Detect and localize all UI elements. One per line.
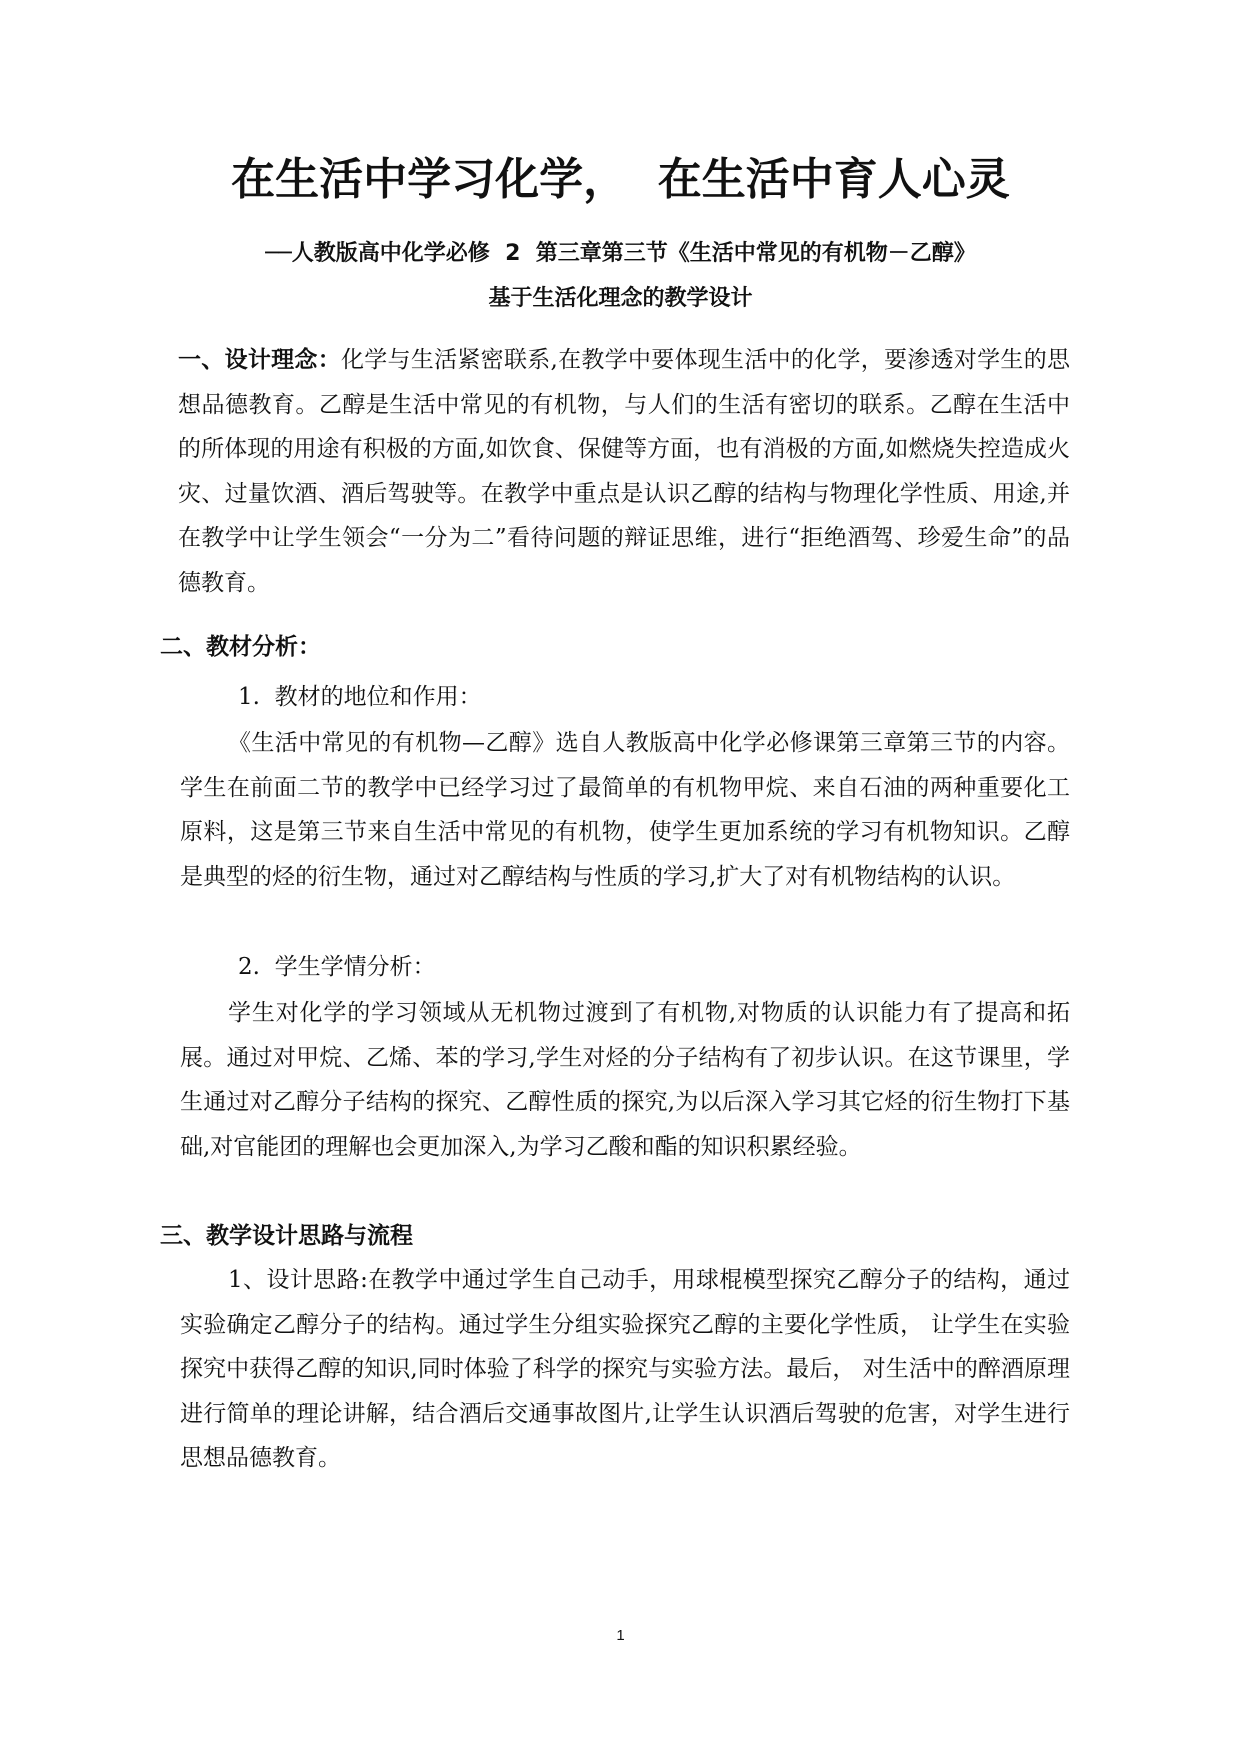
- page-number: 1: [616, 1627, 625, 1644]
- list-item-student-analysis: 2. 学生学情分析：: [238, 954, 436, 980]
- document-subtitle-design: 基于生活化理念的教学设计: [488, 286, 753, 311]
- section-design-concept: [178, 338, 1070, 605]
- paragraph-design-approach: 1、设计思路:在教学中通过学生自己动手，用球棍模型探究乙醇分子的结构，通过实验确定乙醇分子的结构。通过学生分组实验探究乙醇的主要化学性质， 让学生在实验探究中获得乙醇的知识,同时体验了科学的探究与实验方法。最后， 对生活中的醉酒原理进行简单的理论讲解，结合酒后交通事故图片,让学生认识酒后驾驶的危害，对学生进行思想品德教育。: [180, 1267, 1070, 1471]
- section-heading-design-flow: 三、教学设计思路与流程: [160, 1223, 413, 1249]
- paragraph-textbook-role: 《生活中常见的有机物—乙醇》选自人教版高中化学必修课第三章第三节的内容。学生在前面二节的教学中已经学习过了最简单的有机物甲烷、来自石油的两种重要化工原料，这是第三节来自生活中常见的有机物，使学生更加系统的学习有机物知识。乙醇是典型的烃的衍生物，通过对乙醇结构与性质的学习,扩大了对有机物结构的认识。: [180, 730, 1070, 890]
- document-subtitle: ──人教版高中化学必修 2 第三章第三节《生活中常见的有机物－乙醇》: [265, 241, 976, 266]
- section-body-design-concept: 化学与生活紧密联系,在教学中要体现生活中的化学，要渗透对学生的思想品德教育。乙醇是生活中常见的有机物，与人们的生活有密切的联系。乙醇在生活中的所体现的用途有积极的方面,如饮食、保健等方面，也有消极的方面,如燃烧失控造成火灾、过量饮酒、酒后驾驶等。在教学中重点是认识乙醇的结构与物理化学性质、用途,并在教学中让学生领会“一分为二”看待问题的辩证思维，进行“拒绝酒驾、珍爱生命”的品德教育。: [178, 347, 1070, 596]
- paragraph-student-analysis: 学生对化学的学习领域从无机物过渡到了有机物,对物质的认识能力有了提高和拓展。通过对甲烷、乙烯、苯的学习,学生对烃的分子结构有了初步认识。在这节课里，学生通过对乙醇分子结构的探究、乙醇性质的探究,为以后深入学习其它烃的衍生物打下基础,对官能团的理解也会更加深入,为学习乙酸和酯的知识积累经验。: [180, 1000, 1070, 1160]
- list-item-textbook-role: 1. 教材的地位和作用：: [238, 684, 482, 710]
- section-heading-textbook-analysis: 二、教材分析：: [160, 634, 321, 660]
- section-heading-design-concept: 一、设计理念：: [178, 347, 341, 373]
- document-title: 在生活中学习化学， 在生活中育人心灵: [231, 154, 1010, 205]
